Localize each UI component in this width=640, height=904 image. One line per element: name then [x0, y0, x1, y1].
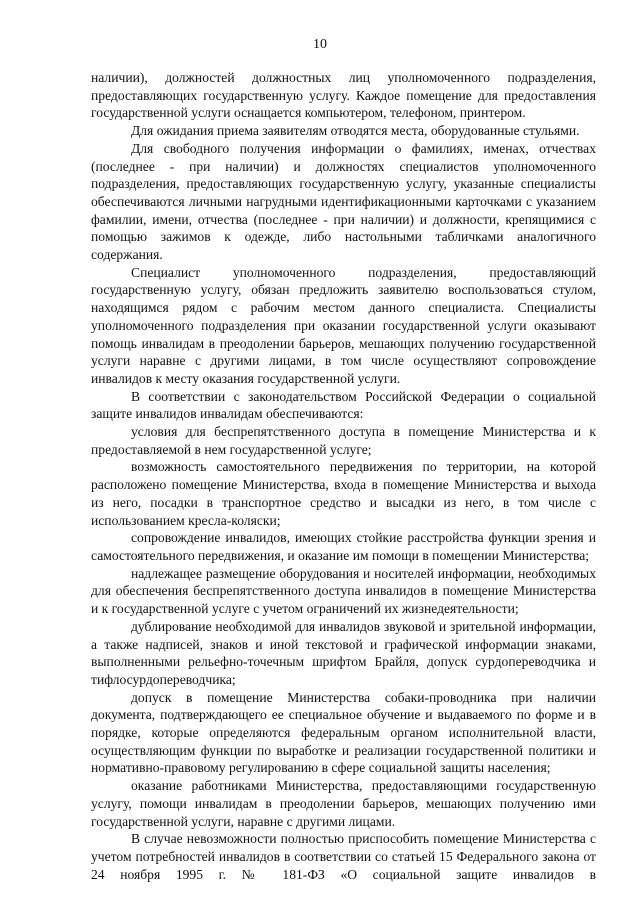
paragraph: Специалист уполномоченного подразделения, предоставляющий государственную услугу, обязан предложить заявителю воспользоваться стулом, находящимся рядом с рабочим местом данного специалиста. Специалисты уполномоченного подразделения при оказании государственной услуги оказывают помощь инвалидам в преодолении барьеров, мешающих получению государственной услуги наравне с другими лицами, в том числе осуществляют сопровождение инвалидов к месту оказания государственной услуги. [91, 264, 596, 386]
paragraph: условия для беспрепятственного доступа в помещение Министерства и к предоставляемой в нем государственной услуге; [91, 424, 596, 457]
paragraph: Для свободного получения информации о фамилиях, именах, отчествах (последнее - при наличии) и должностях специалистов уполномоченного подразделения, предоставляющих государственную услугу, указанные специалисты обеспечиваются личными нагрудными идентификационными карточками с указанием фамилии, имени, отчества (последнее - при наличии) и должности, крепящимися с помощью зажимов к одежде, либо настольными табличками аналогичного содержания. [91, 140, 596, 263]
paragraph: надлежащее размещение оборудования и носителей информации, необходимых для обеспечения беспрепятственного доступа инвалидов в помещение Министерства и к государственной услуге с учетом ограничений их жизнедеятельности; [91, 565, 596, 617]
body-text [91, 69, 596, 883]
paragraph: оказание работниками Министерства, предоставляющими государственную услугу, помощи инвалидам в преодолении барьеров, мешающих получению ими государственной услуги, наравне с другими лицами. [91, 778, 596, 829]
paragraph: допуск в помещение Министерства собаки-проводника при наличии документа, подтверждающего ее специальное обучение и выдаваемого по форме и в порядке, которые определяются федеральным органом исполнительной власти, осуществляющим функции по выработке и реализации государственной политики и нормативно-правовому регулированию в сфере социальной защиты населения; [91, 689, 596, 776]
paragraph: дублирование необходимой для инвалидов звуковой и зрительной информации, а также надписей, знаков и иной текстовой и графической информации знаками, выполненными рельефно-точечным шрифтом Брайля, допуск сурдопереводчика и тифлосурдопереводчика; [91, 618, 596, 687]
paragraph: Для ожидания приема заявителям отводятся места, оборудованные стульями. [131, 123, 580, 139]
paragraph: В случае невозможности полностью приспособить помещение Министерства с учетом потребностей инвалидов в соответствии со статьей 15 Федерального закона от 24 ноября 1995 г. № 181-ФЗ «О социальной защите инвалидов в [91, 831, 596, 882]
paragraph: возможность самостоятельного передвижения по территории, на которой расположено помещение Министерства, входа в помещение Министерства и выхода из него, посадки в транспортное средство и высадки из него, в том числе с использованием кресла-коляски; [91, 459, 596, 528]
paragraph: наличии), должностей должностных лиц уполномоченного подразделения, предоставляющих государственную услугу. Каждое помещение для предоставления государственной услуги оснащается компьютером, телефоном, принтером. [91, 70, 596, 121]
page-number: 10 [313, 37, 327, 52]
paragraph: В соответствии с законодательством Российской Федерации о социальной защите инвалидов инвалидам обеспечиваются: [91, 388, 596, 422]
paragraph: сопровождение инвалидов, имеющих стойкие расстройства функции зрения и самостоятельного передвижения, и оказание им помощи в помещении Министерства; [91, 530, 596, 563]
